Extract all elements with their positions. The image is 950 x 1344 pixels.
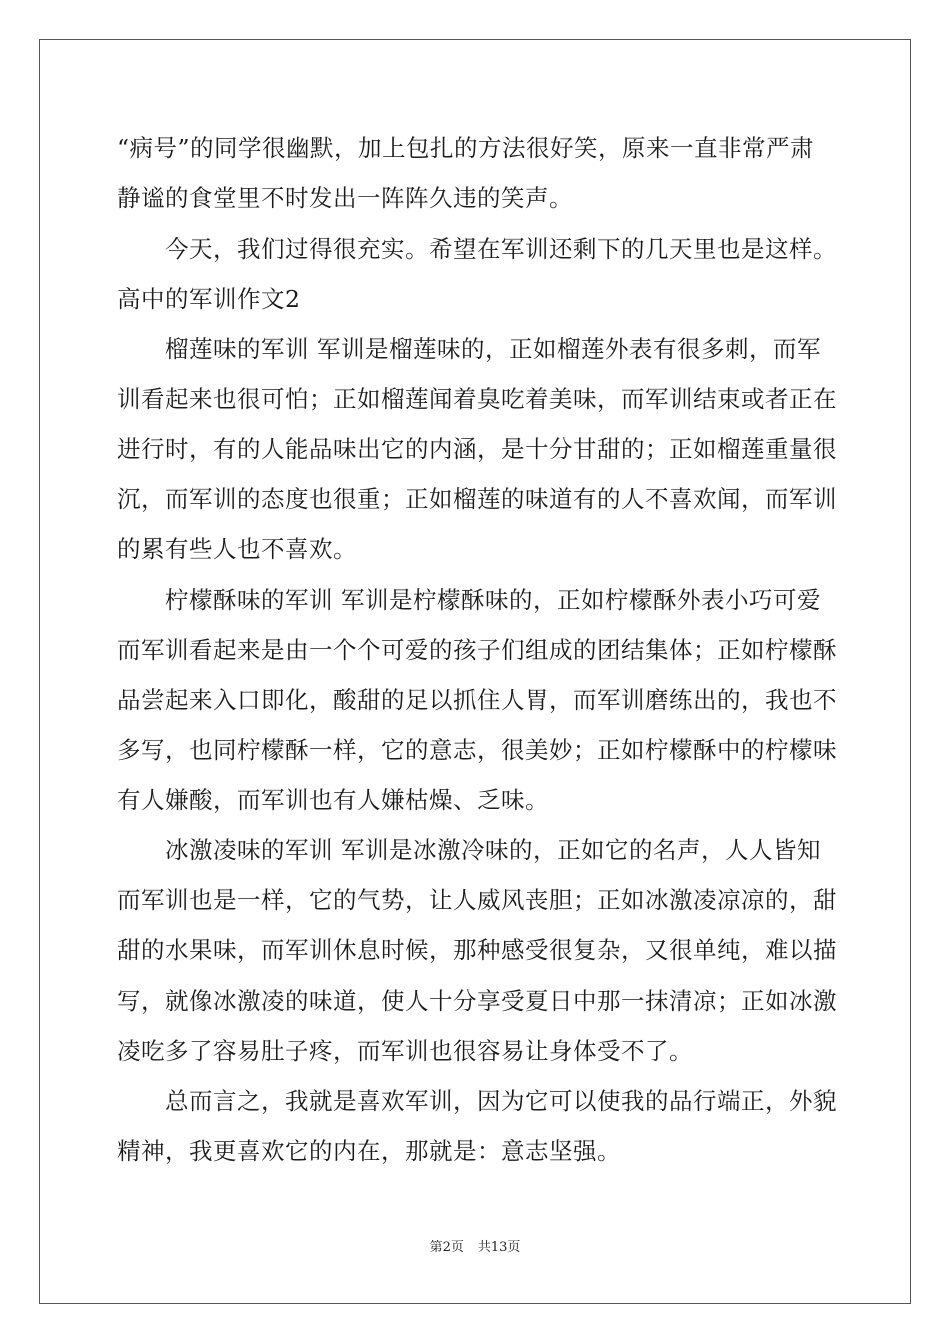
text-line: 而军训看起来是由一个个可爱的孩子们组成的团结集体；正如柠檬酥 <box>117 636 837 664</box>
text-line: 有人嫌酸，而军训也有人嫌枯燥、乏味。 <box>117 786 549 814</box>
text-line: 沉，而军训的态度也很重；正如榴莲的味道有的人不喜欢闻，而军训 <box>117 485 837 513</box>
text-line: 凌吃多了容易肚子疼，而军训也很容易让身体受不了。 <box>117 1037 693 1065</box>
text-line: 今天，我们过得很充实。希望在军训还剩下的几天里也是这样。 <box>117 235 837 263</box>
text-line: 总而言之，我就是喜欢军训，因为它可以使我的品行端正，外貌 <box>117 1087 837 1115</box>
text-line: 进行时，有的人能品味出它的内涵，是十分甘甜的；正如榴莲重量很 <box>117 435 837 463</box>
text-line: 精神，我更喜欢它的内在，那就是：意志坚强。 <box>117 1137 621 1165</box>
text-line: 训看起来也很可怕；正如榴莲闻着臭吃着美味，而军训结束或者正在 <box>117 385 837 413</box>
page-footer <box>0 1238 950 1258</box>
text-line: 冰激凌味的军训 军训是冰激冷味的，正如它的名声，人人皆知 <box>117 836 821 864</box>
text-line: 静谧的食堂里不时发出一阵阵久违的笑声。 <box>117 184 573 212</box>
text-line: 榴莲味的军训 军训是榴莲味的，正如榴莲外表有很多刺，而军 <box>117 335 821 363</box>
text-line: 多写，也同柠檬酥一样，它的意志，很美妙；正如柠檬酥中的柠檬味 <box>117 736 837 764</box>
text-line: 柠檬酥味的军训 军训是柠檬酥味的，正如柠檬酥外表小巧可爱 <box>117 586 821 614</box>
text-line: 而军训也是一样，它的气势，让人威风丧胆；正如冰激凌凉凉的，甜 <box>117 886 837 914</box>
page-total: 共13页 <box>477 1240 521 1255</box>
section-heading: 高中的军训作文2 <box>117 285 301 313</box>
text-line: 的累有些人也不喜欢。 <box>117 535 357 563</box>
text-line: 写，就像冰激凌的味道，使人十分享受夏日中那一抹清凉；正如冰激 <box>117 987 837 1015</box>
page-number: 第2页 <box>429 1240 464 1255</box>
text-line: “病号”的同学很幽默，加上包扎的方法很好笑，原来一直非常严肃 <box>117 134 815 162</box>
text-line: 品尝起来入口即化，酸甜的足以抓住人胃，而军训磨练出的，我也不 <box>117 686 837 714</box>
text-line: 甜的水果味，而军训休息时候，那种感受很复杂，又很单纯，难以描 <box>117 936 837 964</box>
